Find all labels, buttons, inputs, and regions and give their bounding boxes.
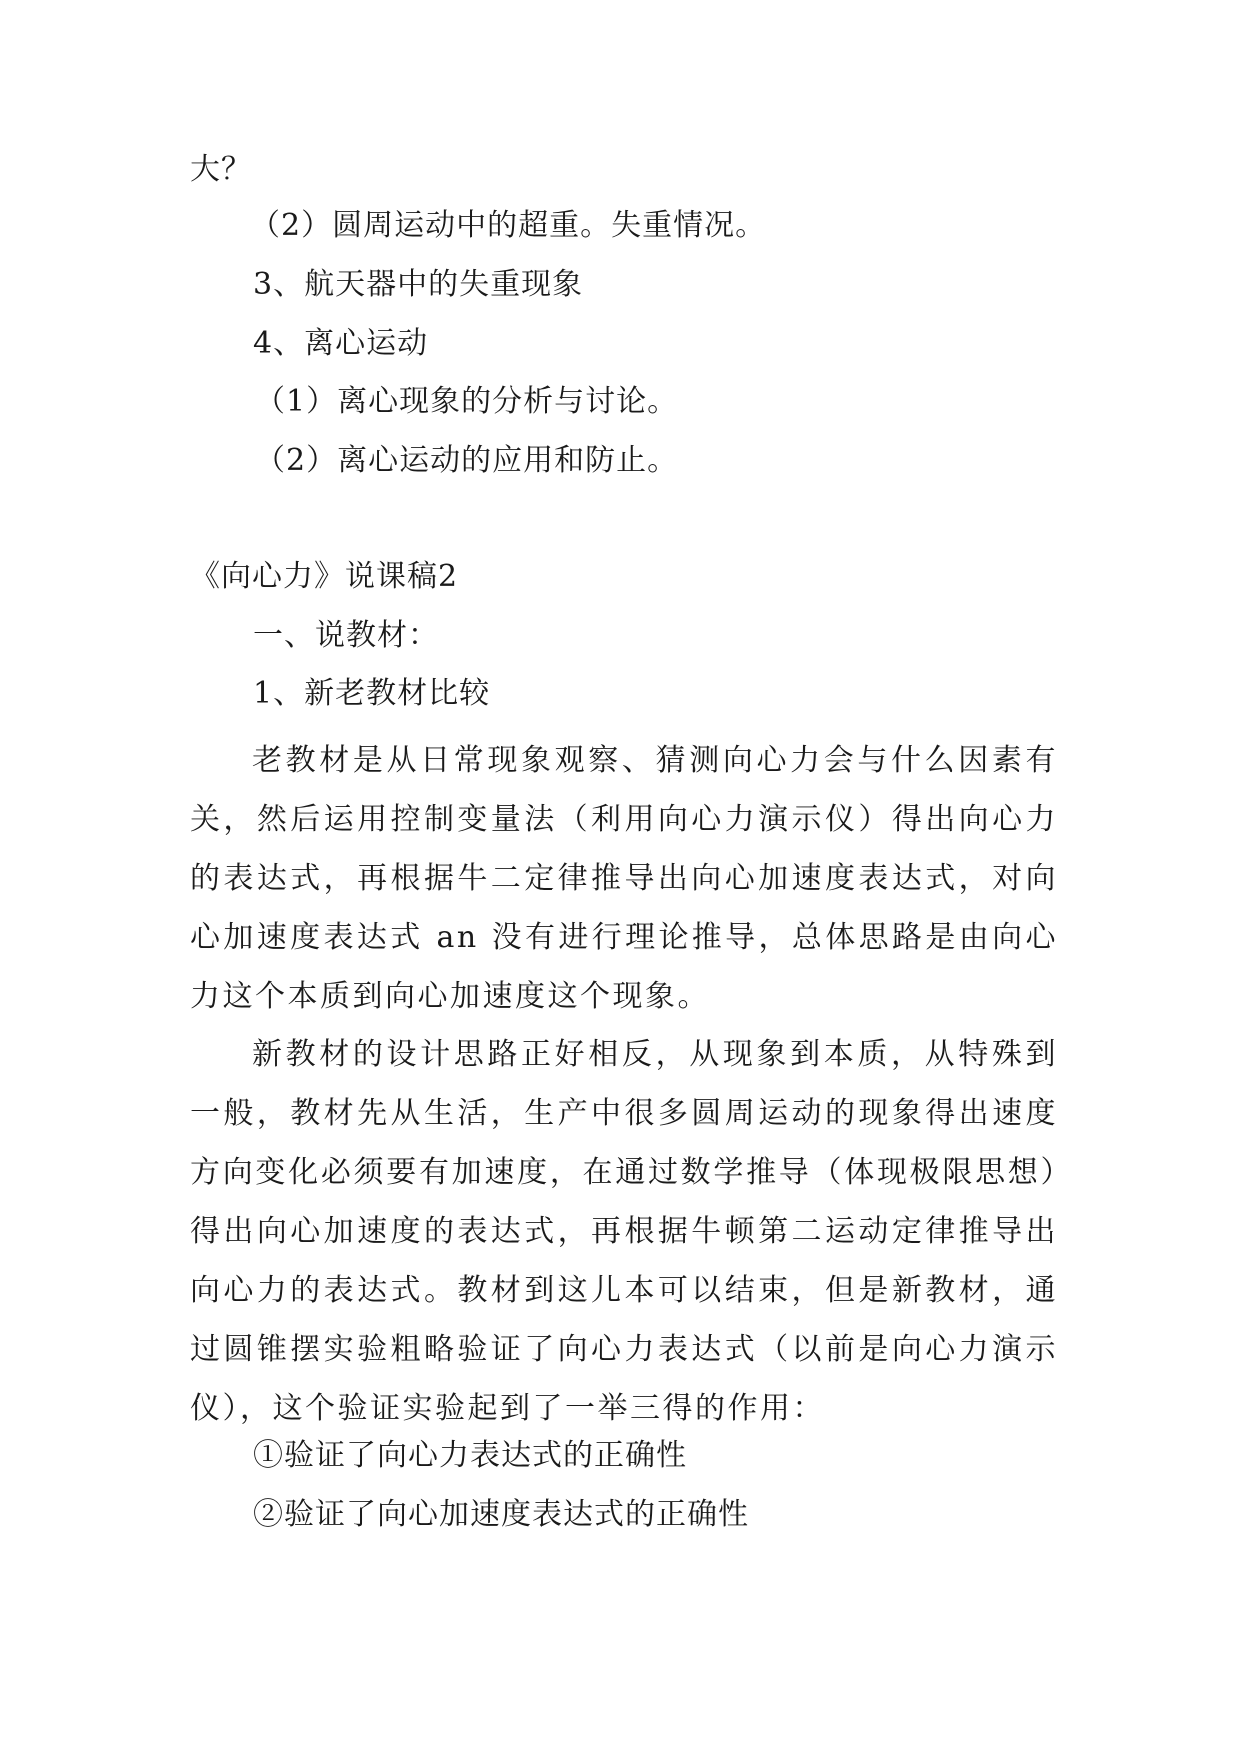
continuation-text: 大？ [190,152,252,187]
list-item: 3、航天器中的失重现象 [253,267,584,302]
list-item: （2）圆周运动中的超重。失重情况。 [250,208,767,243]
section-heading: 一、说教材： [253,618,439,653]
paragraph-new-textbook: 新教材的设计思路正好相反，从现象到本质，从特殊到一般，教材先从生活，生产中很多圆周运动的现象得出速度方向变化必须要有加速度，在通过数学推导（体现极限思想）得出向心加速度的表达式，再根据牛顿第二运动定律推导出向心力的表达式。教材到这儿本可以结束，但是新教材，通过圆锥摆实验粗略验证了向心力表达式（以前是向心力演示仪），这个验证实验起到了一举三得的作用： [190,1037,1058,1426]
paragraph-old-textbook: 老教材是从日常现象观察、猜测向心力会与什么因素有关，然后运用控制变量法（利用向心力演示仪）得出向心力的表达式，再根据牛二定律推导出向心加速度表达式，对向心加速度表达式 an 没有进行理论推导，总体思路是由向心力这个本质到向心加速度这个现象。 [190,743,1058,1014]
list-item: ①验证了向心力表达式的正确性 [253,1438,687,1473]
list-item: （1）离心现象的分析与讨论。 [255,384,679,419]
list-item: ②验证了向心加速度表达式的正确性 [253,1497,749,1532]
document-title: 《向心力》说课稿2 [190,559,459,594]
subsection-heading: 1、新老教材比较 [253,676,491,711]
list-item: （2）离心运动的应用和防止。 [255,443,679,478]
list-item: 4、离心运动 [253,326,429,361]
